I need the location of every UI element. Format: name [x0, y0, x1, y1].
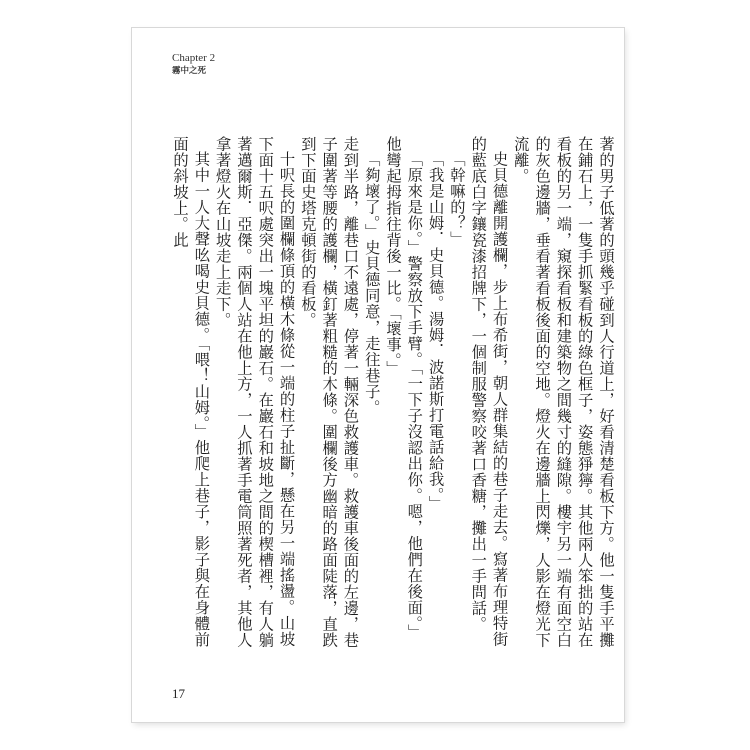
- paragraph: 「我是山姆．史貝德。湯姆．波諾斯打電話給我。」: [426, 151, 445, 512]
- paragraph: 著的男子低著的頭幾乎碰到人行道上，好看清楚看板下方。他一隻手平攤在鋪石上，一隻手抓緊看板的綠色框子，姿態猙獰。其他兩人笨拙的站在看板的另一端，窺探看板和建築物之間幾寸的縫隙。樓宇另一端有面空白的灰色邊牆，垂看著看板後面的空地。燈火在邊牆上閃爍，人影在燈光下流離。: [511, 136, 615, 648]
- paragraph: 史貝德離開護欄，步上布希街，朝人群集結的巷子走去。寫著布理特街的藍底白字鑲瓷漆招牌下，一個制服警察咬著口香糖，攤出一手問話。: [469, 136, 509, 648]
- chapter-header: [172, 52, 215, 78]
- chapter-title: 霧中之死: [172, 66, 207, 76]
- paragraph: 其中一人大聲吆喝史貝德。「喂！山姆。」他爬上巷子，影子與在身體前面的斜坡上。此: [171, 136, 211, 648]
- paragraph: 「原來是你。」警察放下手臂。「一下子沒認出你。嗯，他們在後面。」他彎起拇指往背後一比。「壞事。」: [384, 136, 424, 641]
- paragraph: 「夠壞了。」史貝德同意，走往巷子。: [362, 151, 381, 416]
- paragraph: 「幹嘛的？」: [447, 151, 466, 248]
- paragraph: 走到半路，離巷口不遠處，停著一輛深色救護車。救護車後面的左邊，巷子圍著等腰的護欄，橫釘著粗糙的木條。圍欄後方幽暗的路面陡落，直跌到下面史塔克頓街的看板。: [298, 136, 360, 648]
- chapter-label: Chapter 2: [172, 52, 216, 64]
- body-text: [171, 136, 616, 656]
- paragraph: 十呎長的圍欄條頂的橫木條從一端的柱子扯斷，懸在另一端搖盪。山坡下面十五呎處突出一塊平坦的巖石。在巖石和坡地之間的楔槽裡，有人躺著邁爾斯．亞傑。兩個人站在他上方，一人抓著手電筒照著死者，其他人拿著燈火在山坡走上走下。: [213, 136, 296, 648]
- page-number: 17: [172, 686, 185, 701]
